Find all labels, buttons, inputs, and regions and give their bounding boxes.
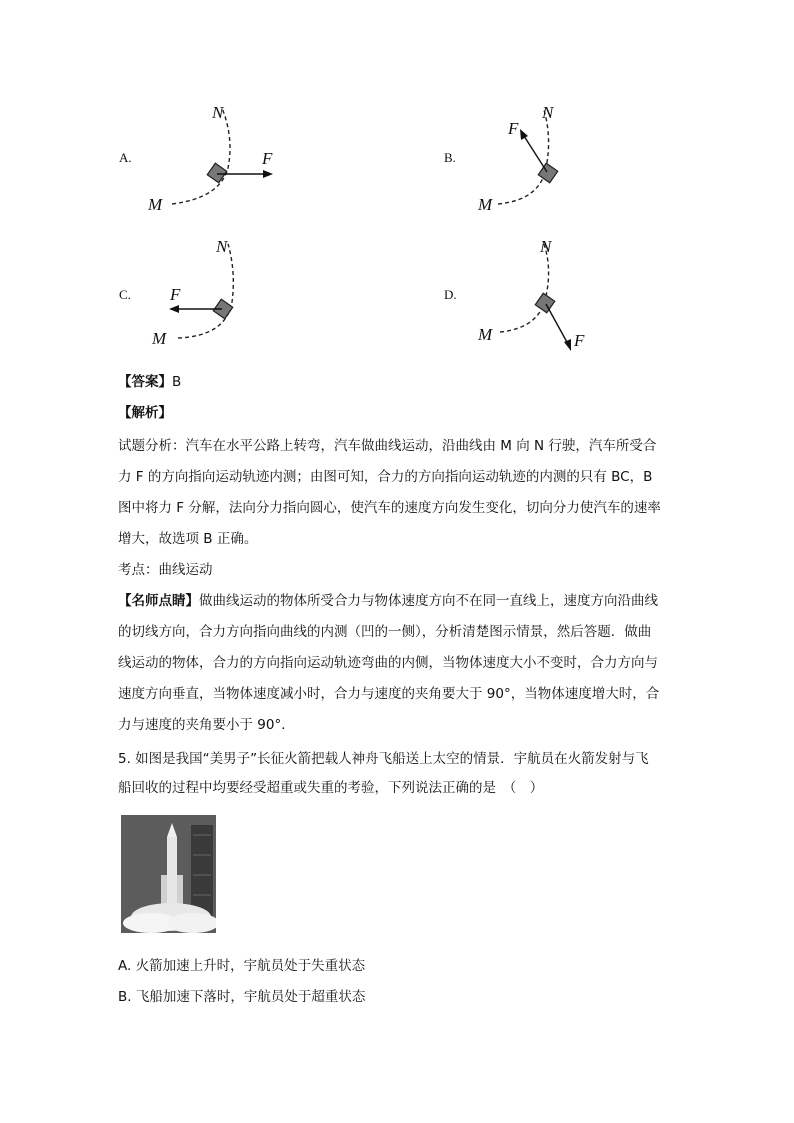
rocket-launch-photo — [121, 815, 216, 933]
analysis-line: 力 F 的方向指向运动轨迹内测；由图可知，合力的方向指向运动轨迹的内测的只有 BC，B — [118, 469, 653, 485]
question-5-choice-b: B. 飞船加速下落时，宇航员处于超重状态 — [118, 989, 366, 1005]
label-f: F — [508, 119, 519, 138]
answer-line — [118, 372, 181, 392]
question-5-stem: 5. 如图是我国“美男子”长征火箭把载人神舟飞船送上太空的情景．宇航员在火箭发射与飞 — [118, 751, 649, 767]
teacher-note-line: 速度方向垂直，当物体速度减小时，合力与速度的夹角要大于 90°，当物体速度增大时，合 — [118, 686, 660, 702]
teacher-note-line — [118, 591, 658, 611]
teacher-note-tag: 【名师点睛】 — [118, 593, 199, 609]
option-d-label: D. — [444, 287, 457, 302]
question-5-stem: 船回收的过程中均要经受超重或失重的考验，下列说法正确的是 （ ） — [118, 780, 544, 796]
diagram-option-a — [140, 98, 290, 218]
label-n: N — [540, 237, 552, 256]
analysis-line: 试题分析：汽车在水平公路上转弯，汽车做曲线运动，沿曲线由 M 向 N 行驶，汽车所受合 — [118, 438, 657, 454]
teacher-note-text: 做曲线运动的物体所受合力与物体速度方向不在同一直线上，速度方向沿曲线 — [199, 593, 658, 609]
label-f: F — [262, 149, 273, 168]
label-n: N — [212, 103, 224, 122]
label-n: N — [216, 237, 228, 256]
analysis-line: 图中将力 F 分解，法向分力指向圆心，使汽车的速度方向发生变化，切向分力使汽车的速率 — [118, 500, 661, 516]
option-c-label: C. — [119, 287, 131, 302]
diagram-option-c — [146, 232, 266, 354]
answer-tag: 【答案】 — [118, 374, 172, 390]
teacher-note-line: 的切线方向，合力方向指向曲线的内测（凹的一侧），分析清楚图示情景，然后答题．做曲 — [118, 624, 652, 640]
label-n: N — [542, 103, 554, 122]
diagram-option-d — [474, 232, 594, 356]
kaodian-line: 考点：曲线运动 — [118, 562, 213, 578]
label-m: M — [478, 325, 493, 344]
label-m: M — [478, 195, 493, 214]
diagram-option-b — [474, 98, 574, 218]
option-a-label: A. — [119, 150, 132, 165]
analysis-line: 增大，故选项 B 正确。 — [118, 531, 258, 547]
question-5-choice-a: A. 火箭加速上升时，宇航员处于失重状态 — [118, 958, 366, 974]
teacher-note-line: 线运动的物体，合力的方向指向运动轨迹弯曲的内侧，当物体速度大小不变时，合力方向与 — [118, 655, 658, 671]
teacher-note-line: 力与速度的夹角要小于 90°． — [118, 717, 295, 733]
label-m: M — [152, 329, 167, 348]
label-f: F — [170, 285, 181, 304]
option-b-label: B. — [444, 150, 456, 165]
answer-value: B — [172, 374, 182, 390]
label-f: F — [574, 331, 585, 350]
analysis-tag: 【解析】 — [118, 405, 172, 421]
label-m: M — [148, 195, 163, 214]
